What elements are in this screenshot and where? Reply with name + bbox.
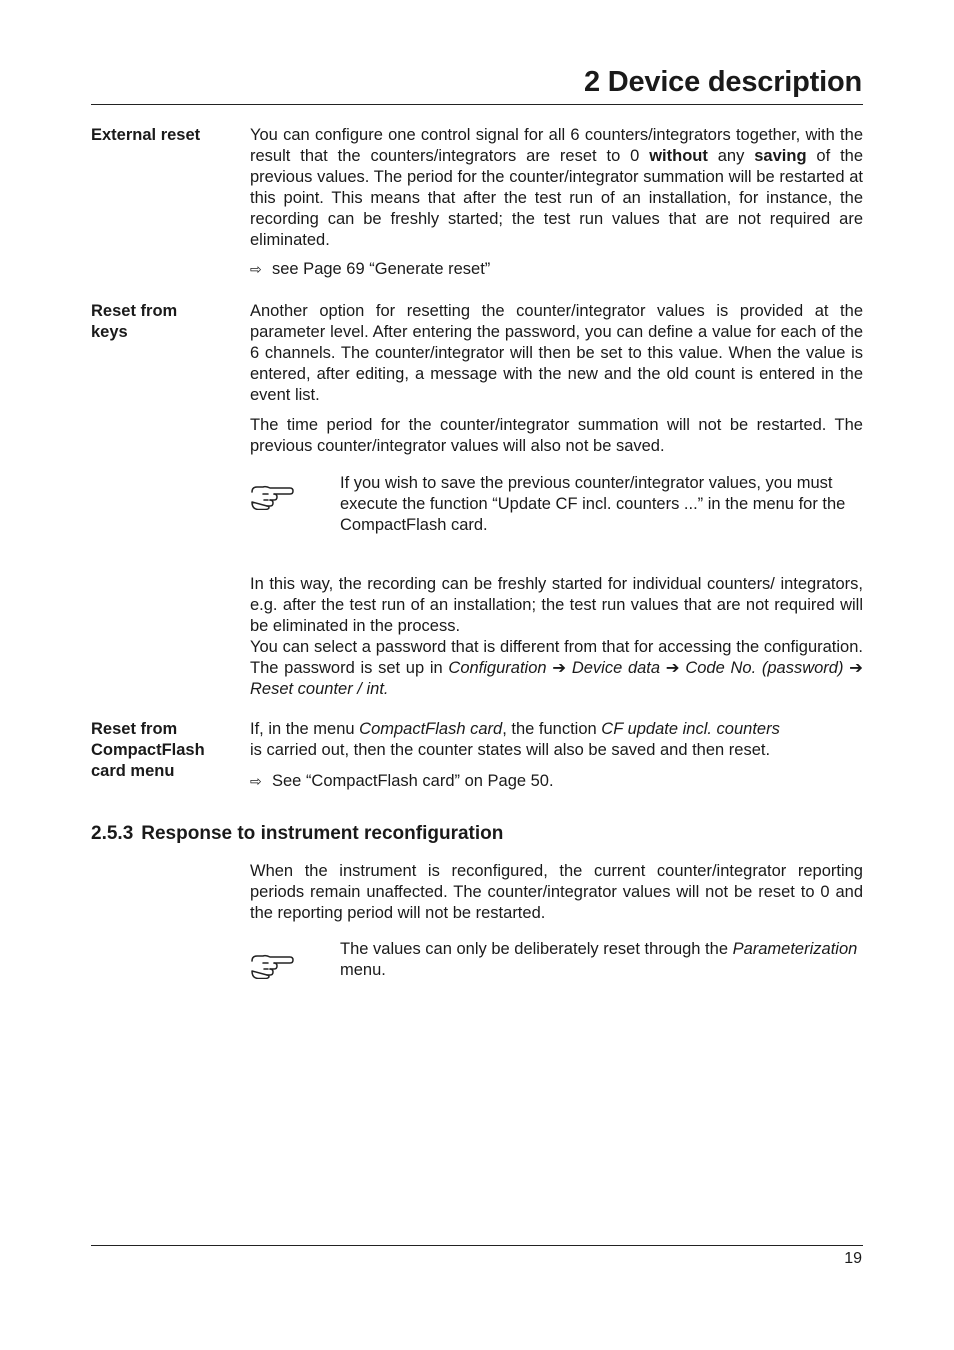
note-save-previous-values: If you wish to save the previous counter/integrator values, you must execute the function “Update CF incl. counters ...” in the menu for the CompactFlash card. — [340, 474, 846, 534]
external-reset-label: External reset — [91, 126, 201, 144]
right-arrow-icon: ⇨ — [250, 261, 262, 277]
pointing-hand-icon — [250, 484, 294, 510]
reset-keys-paragraph-2: The time period for the counter/integrator summation will not be restarted. The previous counter/integrator values will also not be saved. — [250, 416, 863, 455]
right-arrow-icon: ⇨ — [250, 773, 262, 789]
reset-keys-paragraph-3: In this way, the recording can be freshly started for individual counters/ integrators, e.g. after the test run of an installation; the test run values that are not required will be eliminated in the process. You can select a password that is different from that for accessing the configuration. The password is set up in Configuration ➔ Device data ➔ Code No. (password) ➔ Reset counter / int. — [250, 575, 863, 698]
page-title: 2 Device description — [583, 66, 862, 98]
note-parameterization-reset: The values can only be deliberately reset through the Parameterization menu. — [340, 940, 858, 979]
pointing-hand-icon — [250, 953, 294, 979]
reconfiguration-paragraph: When the instrument is reconfigured, the current counter/integrator reporting periods remain unaffected. The counter/integrator values will not be reset to 0 and the reporting period will not be restarted. — [250, 862, 863, 922]
header-divider — [91, 104, 863, 105]
reference-compactflash-card: ⇨ See “CompactFlash card” on Page 50. — [250, 772, 554, 790]
footer-divider — [91, 1245, 863, 1246]
section-heading-2-5-3: 2.5.3 Response to instrument reconfiguration — [91, 823, 504, 844]
reset-from-keys-label: Reset from keys — [91, 302, 178, 341]
reset-from-cf-label: Reset from CompactFlash card menu — [91, 720, 205, 780]
page-number: 19 — [844, 1250, 862, 1267]
reset-keys-paragraph-1: Another option for resetting the counter/integrator values is provided at the parameter level. After entering the password, you can define a value for each of the 6 channels. The counter/integrator will then be set to this value. When the value is entered, after editing, a message with the new and the old count is entered in the event list. — [250, 302, 863, 404]
external-reset-paragraph: You can configure one control signal for all 6 counters/integrators together, with the result that the counters/integrators are reset to 0 without any saving of the previous values. The period for the counter/integrator summation will be restarted at this point. This means that after the test run of an installation, for instance, the recording can be freshly started; the test run values that are not required are eliminated. — [250, 126, 864, 249]
reset-cf-paragraph: If, in the menu CompactFlash card, the function CF update incl. counters is carried out, then the counter states will also be saved and then reset. — [250, 720, 780, 759]
reference-generate-reset: ⇨ see Page 69 “Generate reset” — [250, 260, 491, 278]
